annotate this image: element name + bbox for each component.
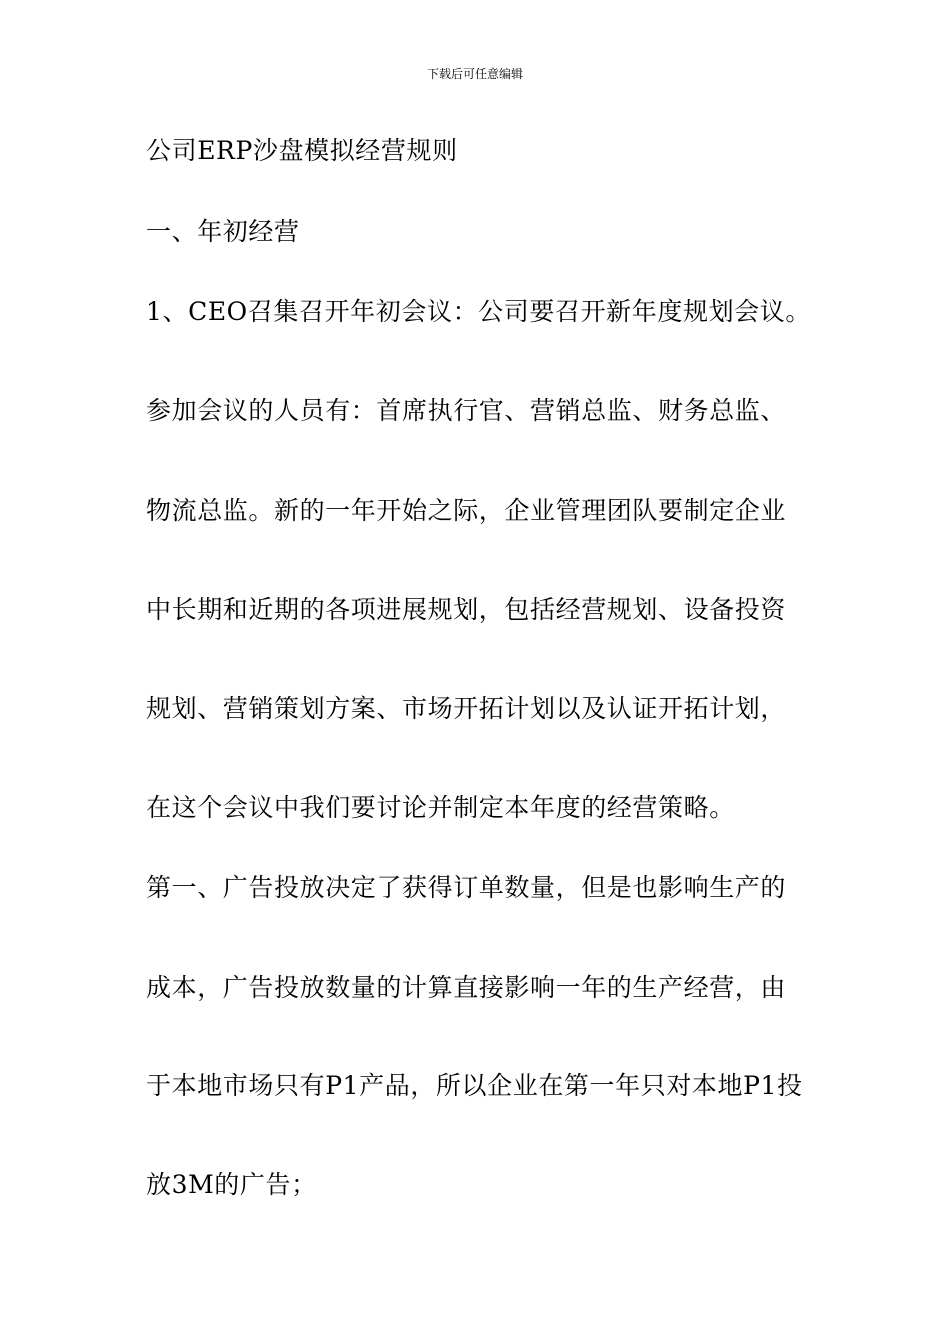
- text-line: 物流总监。新的一年开始之际，企业管理团队要制定企业: [146, 496, 787, 525]
- text-line: 规划、营销策划方案、市场开拓计划以及认证开拓计划，: [146, 694, 787, 723]
- text-line: 于本地市场只有P1产品，所以企业在第一年只对本地P1投: [146, 1071, 803, 1100]
- header-note: 下载后可任意编辑: [426, 67, 523, 81]
- text-line: 1、CEO召集召开年初会议：公司要召开新年度规划会议。: [146, 297, 811, 326]
- document-title: 公司ERP沙盘模拟经营规则: [146, 136, 458, 165]
- text-line: 第一、广告投放决定了获得订单数量，但是也影响生产的: [146, 873, 787, 902]
- text-line: 在这个会议中我们要讨论并制定本年度的经营策略。: [146, 793, 735, 822]
- text-line: 参加会议的人员有：首席执行官、营销总监、财务总监、: [146, 396, 787, 425]
- text-line: 成本，广告投放数量的计算直接影响一年的生产经营，由: [146, 973, 787, 1002]
- text-line: 中长期和近期的各项进展规划，包括经营规划、设备投资: [146, 595, 787, 624]
- section-heading: 一、年初经营: [146, 217, 300, 246]
- text-line: 放3M的广告；: [146, 1170, 317, 1199]
